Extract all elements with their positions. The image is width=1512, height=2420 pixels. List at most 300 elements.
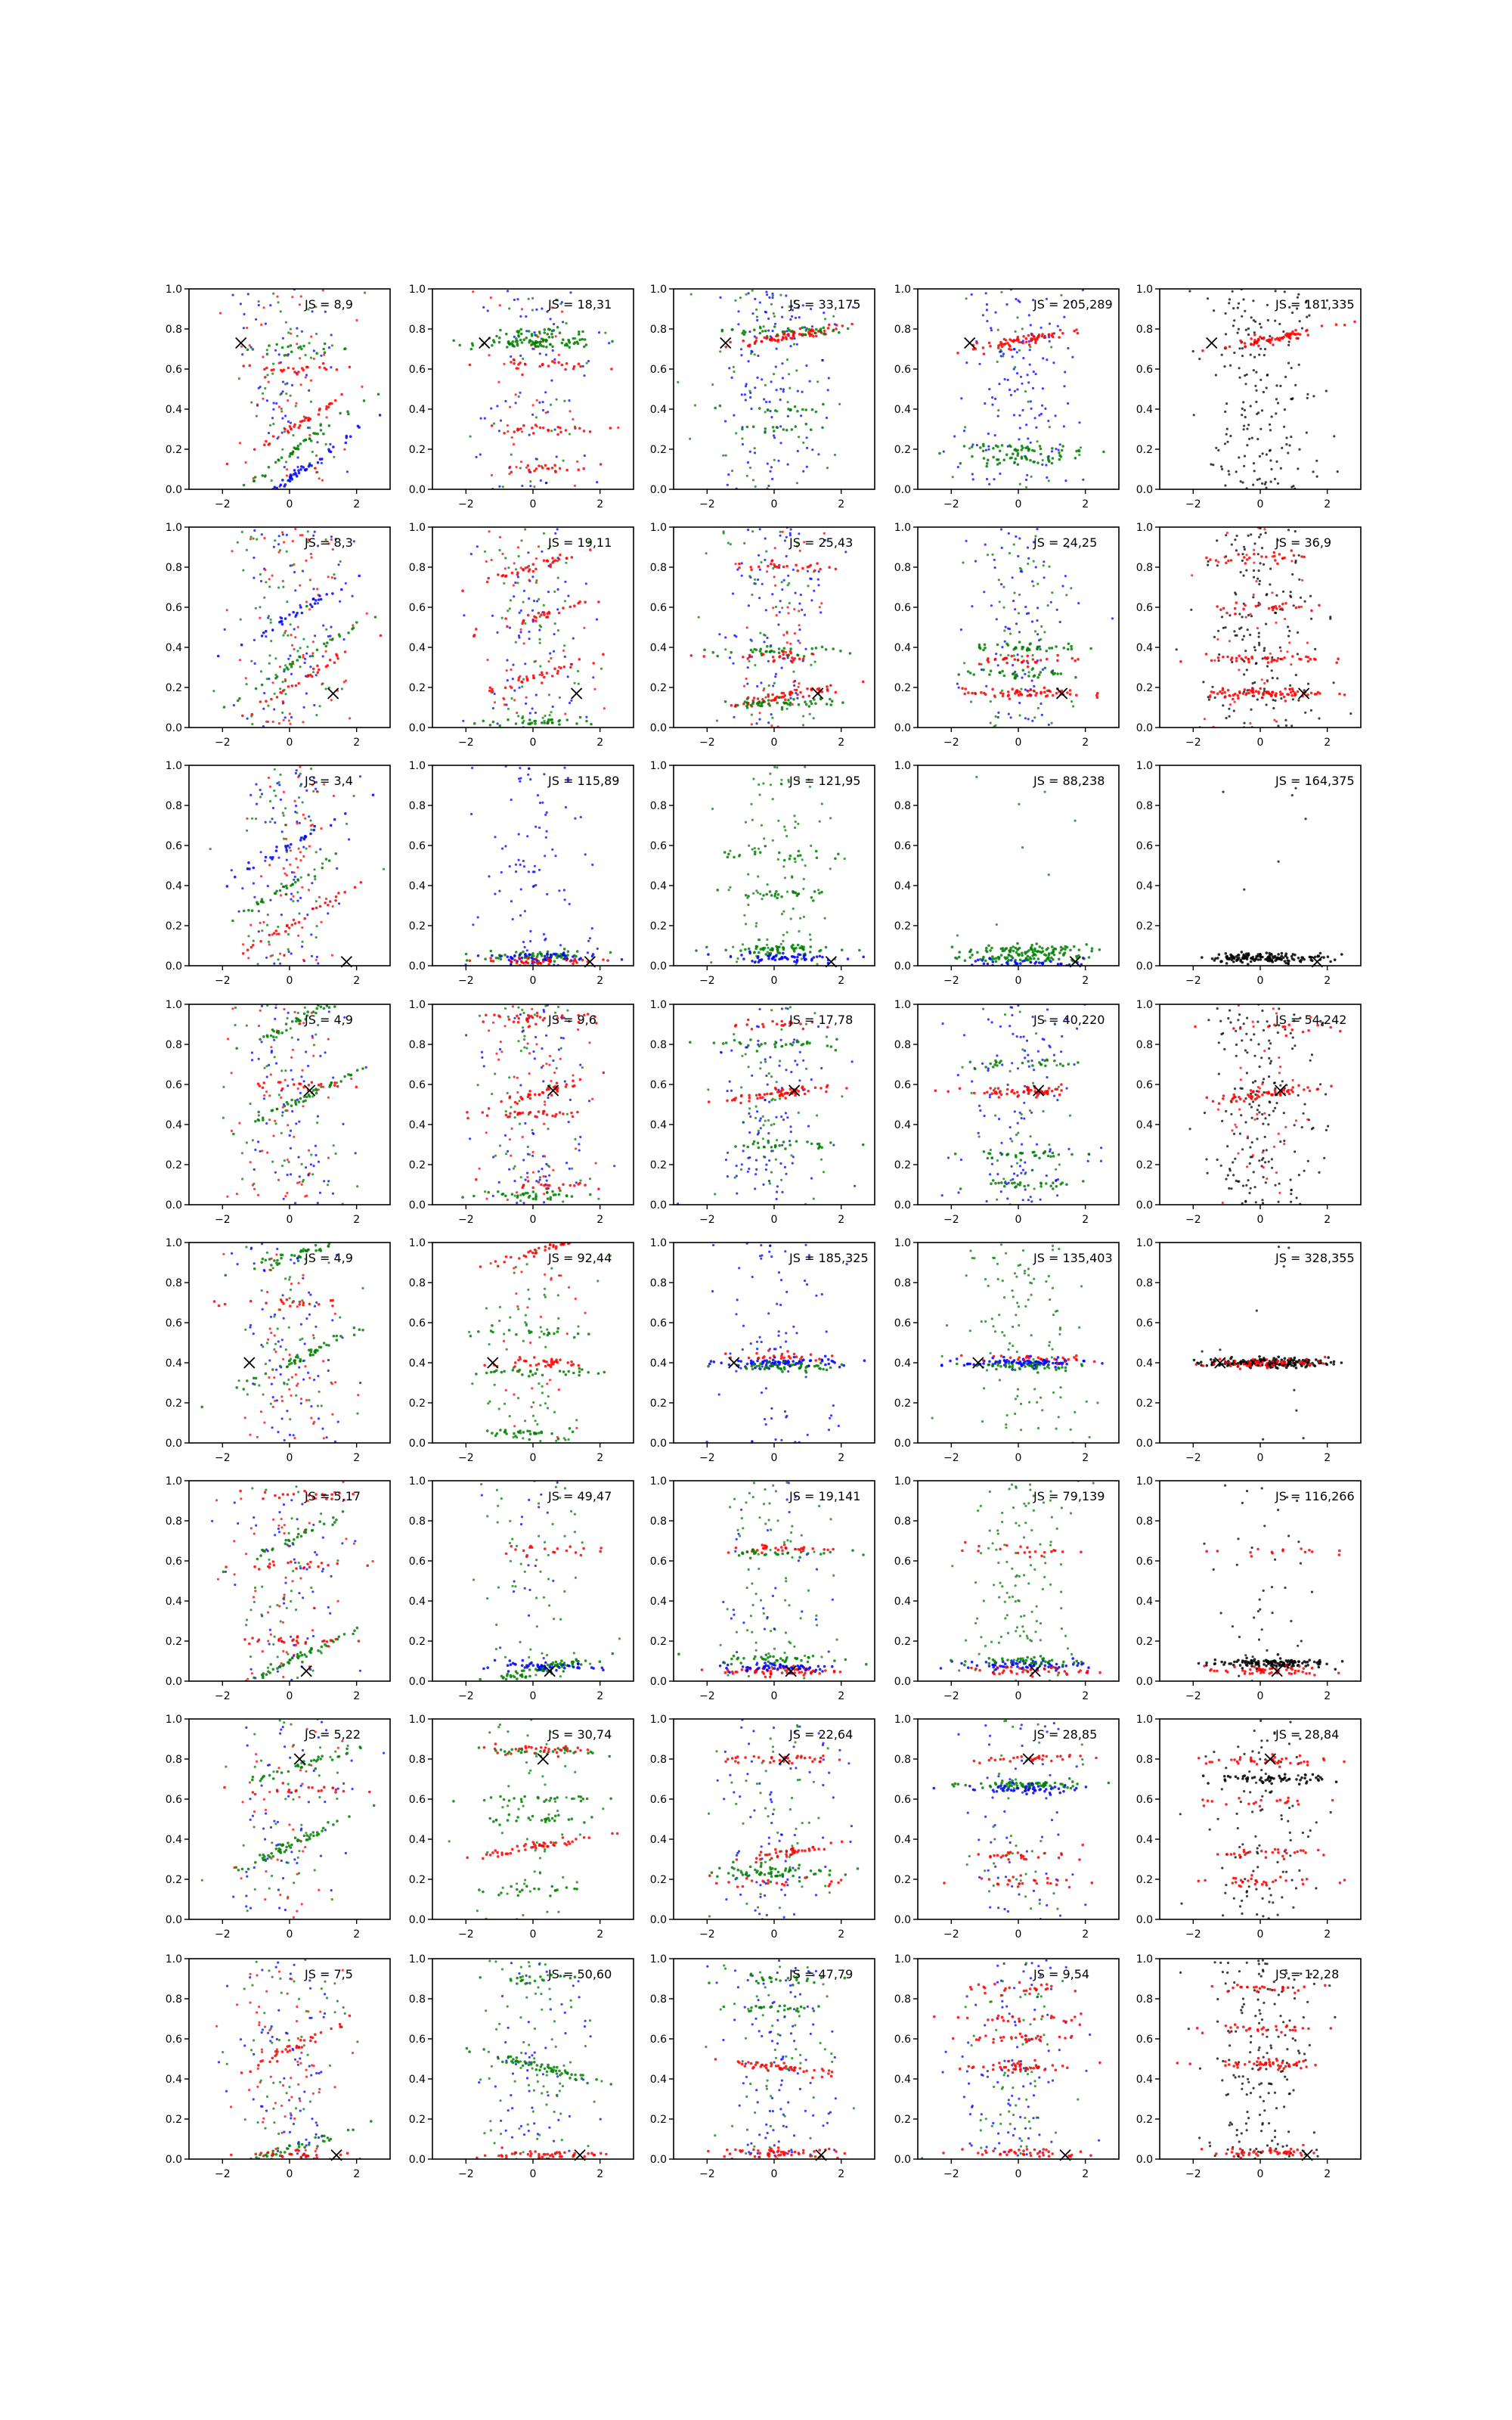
point-black <box>1245 569 1247 572</box>
point-black <box>1241 355 1244 357</box>
point-blue <box>974 560 977 563</box>
point-green <box>264 387 266 389</box>
point-red <box>305 560 307 562</box>
point-blue <box>529 778 531 780</box>
point-green <box>465 953 468 956</box>
point-green <box>797 944 800 947</box>
point-black <box>1213 636 1216 638</box>
point-green <box>250 660 253 662</box>
point-blue <box>791 315 793 318</box>
point-blue <box>1046 476 1048 479</box>
point-blue <box>280 914 283 916</box>
point-green <box>1051 945 1054 948</box>
point-green <box>994 724 996 727</box>
point-blue <box>986 309 988 311</box>
point-red <box>1216 638 1219 641</box>
point-black <box>1250 405 1252 407</box>
point-green <box>291 661 294 664</box>
point-blue <box>208 535 211 538</box>
point-green <box>1009 632 1012 634</box>
point-blue <box>732 592 734 594</box>
point-blue <box>1042 357 1044 359</box>
point-red <box>327 904 330 907</box>
y-tick-label: 0.0 <box>649 722 667 734</box>
point-black <box>1256 479 1259 481</box>
point-green <box>767 947 769 949</box>
point-green <box>1067 643 1070 646</box>
point-green <box>498 341 501 344</box>
point-green <box>1009 445 1012 448</box>
point-green <box>777 893 780 896</box>
point-blue <box>741 562 743 564</box>
point-green <box>1002 355 1004 357</box>
point-green <box>1017 452 1020 455</box>
point-green <box>557 577 559 579</box>
point-blue <box>518 637 520 639</box>
point-black <box>1250 354 1252 356</box>
point-green <box>262 474 265 477</box>
point-red <box>610 368 613 371</box>
point-red <box>536 399 538 402</box>
point-green <box>272 293 274 295</box>
point-green <box>951 945 954 948</box>
point-blue <box>279 963 281 965</box>
point-black <box>1228 614 1231 616</box>
point-green <box>677 381 679 383</box>
point-green <box>1047 957 1050 960</box>
point-green <box>1005 957 1008 960</box>
point-green <box>821 427 824 430</box>
point-blue <box>528 870 530 873</box>
point-green <box>1001 690 1003 692</box>
point-green <box>964 959 967 962</box>
point-green <box>294 881 297 884</box>
point-red <box>283 1008 285 1010</box>
point-blue <box>797 450 799 452</box>
point-green <box>325 628 327 631</box>
point-red <box>294 1011 296 1013</box>
point-blue <box>309 666 311 668</box>
point-black <box>1288 444 1290 446</box>
point-blue <box>805 365 807 367</box>
point-green <box>711 808 714 810</box>
point-red <box>547 430 550 433</box>
point-blue <box>290 673 293 675</box>
point-black <box>1238 954 1241 957</box>
x-tick-label: −2 <box>699 498 715 510</box>
point-green <box>750 803 752 805</box>
point-black <box>1294 561 1297 563</box>
point-red <box>569 666 572 669</box>
scatter-points <box>951 776 1101 971</box>
point-green <box>810 703 813 706</box>
point-blue <box>279 486 281 488</box>
point-red <box>1209 558 1212 561</box>
point-blue <box>724 636 727 638</box>
point-green <box>752 425 755 428</box>
point-blue <box>760 681 762 684</box>
point-black <box>1266 453 1268 455</box>
point-black <box>1259 323 1261 325</box>
point-green <box>826 467 829 469</box>
point-blue <box>241 887 243 889</box>
point-blue <box>552 349 554 352</box>
point-green <box>766 335 769 338</box>
point-red <box>1253 694 1256 697</box>
point-blue <box>1007 379 1009 381</box>
point-red <box>1307 660 1310 663</box>
point-red <box>1223 556 1225 558</box>
point-red <box>786 632 789 634</box>
point-blue <box>329 443 331 445</box>
point-red <box>349 717 351 719</box>
point-red <box>539 427 542 430</box>
point-black <box>1247 424 1250 426</box>
point-black <box>1285 724 1287 727</box>
point-blue <box>802 470 804 473</box>
point-red <box>776 614 778 616</box>
point-green <box>308 1095 311 1098</box>
point-red <box>555 335 557 337</box>
point-blue <box>997 969 1000 972</box>
y-tick-label: 0.4 <box>1136 642 1153 654</box>
point-blue <box>509 865 511 867</box>
point-green <box>309 819 311 821</box>
point-red <box>746 626 748 628</box>
point-red <box>1022 335 1025 338</box>
point-blue <box>528 638 531 640</box>
point-green <box>1036 647 1039 650</box>
point-blue <box>243 327 245 329</box>
point-blue <box>761 378 763 380</box>
point-red <box>589 430 592 433</box>
y-tick-label: 0.0 <box>1136 484 1153 496</box>
point-black <box>1233 319 1235 321</box>
point-blue <box>327 1180 330 1182</box>
y-tick-label: 0.6 <box>1136 602 1153 614</box>
point-blue <box>314 531 316 533</box>
point-red <box>268 864 271 866</box>
point-blue <box>1033 371 1035 373</box>
point-blue <box>781 316 783 318</box>
y-tick-label: 0.4 <box>1136 880 1153 892</box>
point-green <box>277 586 280 588</box>
point-red <box>1046 658 1049 661</box>
point-green <box>769 773 771 775</box>
point-green <box>1051 447 1054 450</box>
point-green <box>534 345 537 348</box>
point-blue <box>258 1058 260 1060</box>
point-black <box>1258 636 1260 638</box>
point-green <box>554 622 556 625</box>
point-red <box>1027 690 1030 693</box>
point-blue <box>556 608 559 610</box>
point-blue <box>304 658 306 660</box>
point-blue <box>273 708 275 710</box>
point-green <box>1074 457 1077 460</box>
x-tick-label: 0 <box>1015 737 1022 749</box>
point-blue <box>741 575 743 577</box>
point-red <box>310 380 312 382</box>
point-green <box>302 1179 305 1181</box>
point-red <box>1213 691 1216 694</box>
point-green <box>310 1153 312 1156</box>
point-blue <box>251 1059 253 1061</box>
point-red <box>806 687 809 690</box>
point-green <box>954 957 957 960</box>
point-green <box>275 343 278 346</box>
point-red <box>993 694 996 697</box>
x-tick-label: 2 <box>1324 737 1331 749</box>
y-tick-label: 0.0 <box>408 484 426 496</box>
point-blue <box>754 386 756 389</box>
point-black <box>1231 954 1234 957</box>
point-green <box>551 721 554 724</box>
point-blue <box>275 849 278 852</box>
point-red <box>725 346 728 349</box>
point-black <box>1247 535 1250 537</box>
point-red <box>503 363 505 365</box>
point-green <box>277 958 280 960</box>
point-green <box>509 607 511 610</box>
point-blue <box>569 903 571 905</box>
point-green <box>764 427 767 430</box>
point-blue <box>747 461 749 464</box>
point-blue <box>290 473 293 476</box>
point-blue <box>997 415 999 417</box>
point-red <box>287 367 290 370</box>
point-green <box>274 677 277 680</box>
point-green <box>705 946 708 949</box>
point-green <box>550 711 552 713</box>
point-black <box>1235 634 1237 637</box>
point-green <box>255 818 257 820</box>
point-blue <box>530 957 533 960</box>
point-red <box>1269 653 1272 655</box>
point-green <box>996 923 998 926</box>
point-black <box>1238 347 1241 349</box>
point-green <box>1044 791 1046 793</box>
point-blue <box>519 631 522 633</box>
point-green <box>285 1022 288 1025</box>
point-green <box>764 431 767 434</box>
point-green <box>719 405 722 408</box>
point-green <box>543 331 546 334</box>
point-blue <box>779 600 782 602</box>
point-green <box>1056 672 1059 675</box>
point-red <box>787 612 789 614</box>
y-tick-label: 0.0 <box>649 484 667 496</box>
point-red <box>526 957 529 960</box>
point-red <box>1276 337 1279 340</box>
y-tick-label: 0.4 <box>408 880 426 892</box>
point-blue <box>589 937 591 939</box>
point-red <box>774 339 777 342</box>
point-red <box>270 955 272 957</box>
point-green <box>295 448 298 451</box>
point-green <box>766 944 768 946</box>
point-blue <box>262 708 265 710</box>
point-black <box>1213 309 1215 312</box>
point-red <box>1005 339 1008 342</box>
point-red <box>535 582 538 584</box>
point-red <box>547 467 550 470</box>
point-black <box>1226 428 1228 430</box>
point-red <box>1007 690 1010 693</box>
point-green <box>782 911 785 913</box>
point-green <box>490 950 493 953</box>
point-green <box>761 701 764 704</box>
point-green <box>741 437 743 439</box>
point-red <box>521 430 523 433</box>
point-blue <box>795 317 797 319</box>
point-green <box>781 607 783 609</box>
point-green <box>287 933 290 935</box>
point-green <box>305 354 307 356</box>
point-black <box>1246 428 1248 430</box>
point-green <box>274 693 276 695</box>
point-green <box>794 858 797 861</box>
point-green <box>267 914 269 916</box>
point-red <box>279 953 281 955</box>
point-red <box>285 824 287 826</box>
point-black <box>1243 425 1245 427</box>
point-black <box>1225 534 1227 536</box>
point-red <box>807 566 810 569</box>
point-red <box>299 357 301 359</box>
point-green <box>770 645 773 648</box>
point-red <box>1294 333 1297 336</box>
point-green <box>780 783 782 785</box>
point-blue <box>319 848 321 850</box>
point-green <box>280 1132 283 1134</box>
point-red <box>1264 656 1267 659</box>
point-green <box>1061 449 1064 452</box>
point-green <box>1030 957 1033 960</box>
point-green <box>509 343 512 346</box>
point-red <box>513 358 516 361</box>
point-black <box>1305 818 1307 820</box>
point-green <box>484 957 487 960</box>
point-blue <box>332 1193 334 1195</box>
point-blue <box>1025 966 1028 970</box>
point-green <box>275 1122 277 1125</box>
point-black <box>1239 959 1242 962</box>
y-tick-label: 0.8 <box>894 562 911 574</box>
point-green <box>759 705 762 708</box>
point-green <box>531 334 534 337</box>
point-green <box>507 708 510 710</box>
point-black <box>1261 482 1263 485</box>
point-green <box>793 814 795 817</box>
point-blue <box>312 597 315 600</box>
point-blue <box>271 417 274 419</box>
point-green <box>541 337 544 340</box>
point-red <box>534 957 538 960</box>
point-blue <box>512 664 514 666</box>
point-green <box>519 467 522 469</box>
point-blue <box>983 591 985 593</box>
point-green <box>290 452 293 455</box>
point-red <box>253 448 256 451</box>
point-red <box>226 1196 228 1198</box>
point-green <box>320 429 323 432</box>
point-green <box>1043 631 1046 633</box>
point-black <box>1266 374 1269 377</box>
point-green <box>302 1100 305 1103</box>
point-blue <box>281 417 284 420</box>
point-blue <box>801 391 804 393</box>
point-green <box>209 848 212 850</box>
point-red <box>330 402 333 405</box>
point-red <box>299 859 302 861</box>
point-green <box>268 615 270 617</box>
point-green <box>751 849 754 851</box>
point-red <box>535 467 538 470</box>
point-red <box>1288 641 1290 644</box>
point-green <box>1025 458 1028 461</box>
point-blue <box>345 442 348 445</box>
point-black <box>1261 409 1263 411</box>
point-red <box>316 790 318 793</box>
point-blue <box>260 851 262 853</box>
point-green <box>281 1165 284 1167</box>
point-blue <box>556 455 558 458</box>
point-green <box>314 1033 317 1035</box>
point-red <box>231 1130 233 1132</box>
point-green <box>1019 714 1021 716</box>
point-red <box>862 681 865 684</box>
point-green <box>550 404 552 406</box>
point-black <box>1280 958 1283 961</box>
point-blue <box>271 628 274 631</box>
point-blue <box>348 838 350 840</box>
point-blue <box>562 321 564 323</box>
point-red <box>770 563 773 566</box>
point-red <box>826 685 829 688</box>
point-blue <box>268 495 271 498</box>
point-red <box>771 559 774 562</box>
point-green <box>284 807 287 809</box>
point-black <box>1290 486 1293 489</box>
point-red <box>1257 339 1260 342</box>
point-black <box>1254 385 1256 387</box>
point-green <box>332 1000 335 1003</box>
point-red <box>315 455 318 457</box>
point-red <box>535 557 538 560</box>
point-green <box>982 669 985 672</box>
point-red <box>602 653 605 656</box>
point-blue <box>525 703 527 705</box>
point-green <box>266 349 268 351</box>
point-blue <box>323 1180 325 1182</box>
point-black <box>1266 386 1268 389</box>
point-blue <box>724 420 727 422</box>
point-green <box>498 337 501 340</box>
point-green <box>250 402 253 404</box>
point-red <box>1225 562 1228 565</box>
point-green <box>1026 951 1029 954</box>
point-blue <box>1027 381 1030 383</box>
point-red <box>268 943 271 945</box>
point-blue <box>770 713 773 715</box>
point-blue <box>259 386 262 388</box>
point-black <box>1244 548 1246 551</box>
point-green <box>813 890 816 893</box>
point-blue <box>1071 356 1074 358</box>
point-green <box>782 948 785 951</box>
point-green <box>316 433 319 436</box>
